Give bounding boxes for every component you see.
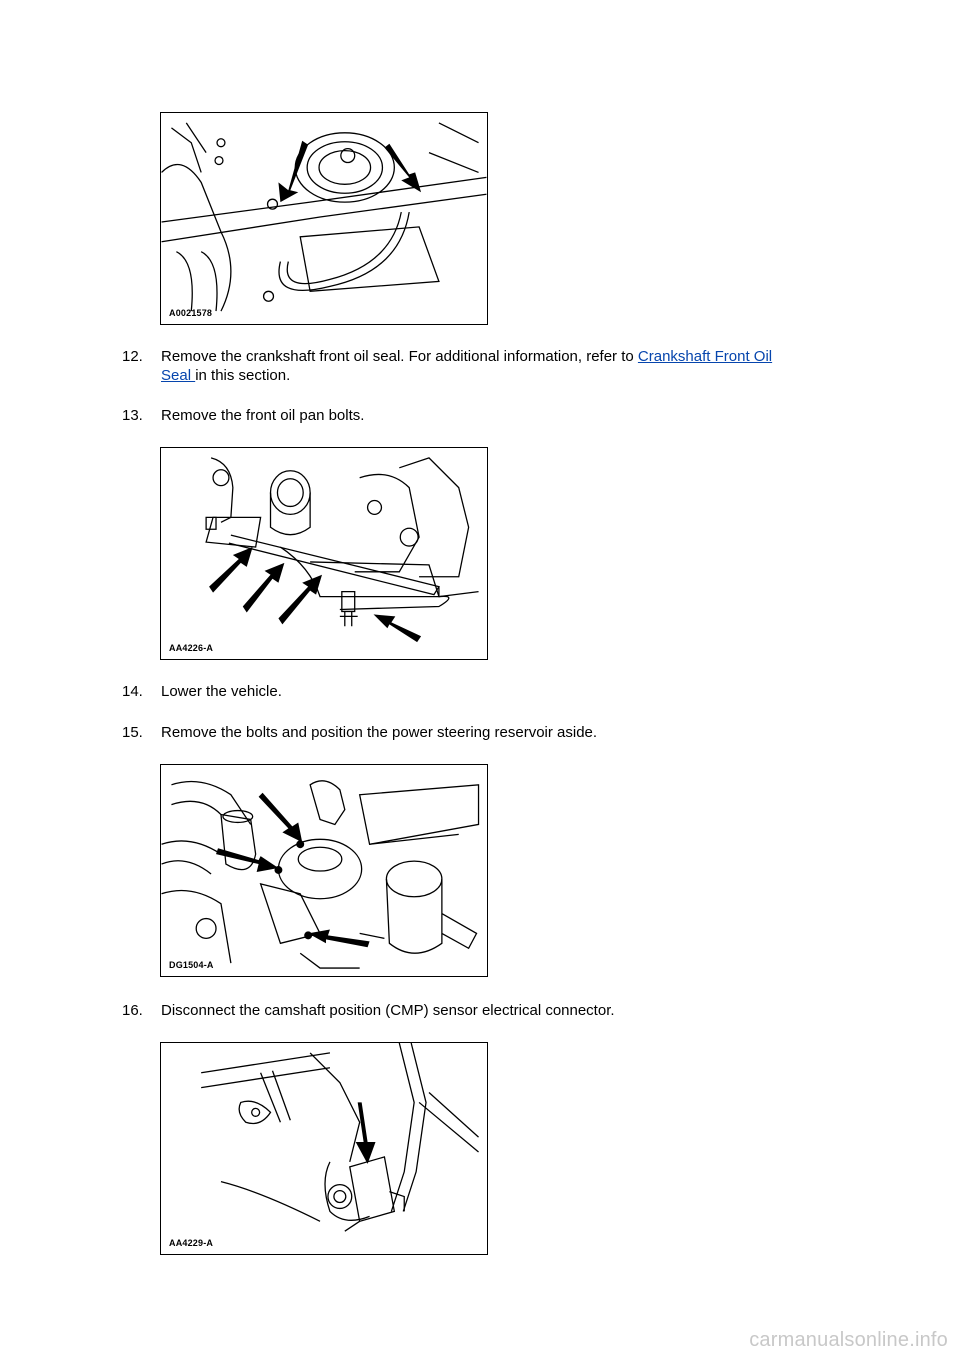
step-text: Lower the vehicle. [161, 683, 282, 700]
figure-crankshaft-pulley [160, 112, 488, 325]
step-text: Disconnect the camshaft position (CMP) sensor electrical connector. [161, 1002, 615, 1019]
watermark-footer: carmanualsonline.info [749, 1329, 948, 1351]
figure-label: A0021578 [169, 308, 213, 318]
figure-oil-pan-bolts [160, 447, 488, 660]
step-number: 13. [122, 407, 143, 424]
step-number: 15. [122, 724, 143, 741]
step-text: Remove the crankshaft front oil seal. For additional information, refer to Crankshaft Front Oil Seal in this section. [161, 348, 773, 384]
figure-label: AA4226-A [169, 643, 214, 653]
step-text: Remove the bolts and position the power steering reservoir aside. [161, 724, 598, 741]
oil-pan-bolts-illustration [161, 448, 487, 659]
figure-label: DG1504-A [169, 960, 214, 970]
engine-crankshaft-pulley-illustration [161, 113, 487, 324]
step-number: 12. [122, 348, 143, 365]
power-steering-reservoir-illustration [161, 765, 487, 976]
crankshaft-front-oil-seal-link-cont[interactable]: Seal [161, 367, 196, 384]
step-number: 16. [122, 1002, 143, 1019]
figure-power-steering-reservoir [160, 764, 488, 977]
figure-cmp-sensor-connector [160, 1042, 488, 1255]
crankshaft-front-oil-seal-link[interactable]: Crankshaft Front Oil [637, 348, 773, 365]
cmp-sensor-connector-illustration [161, 1043, 487, 1254]
step-number: 14. [122, 683, 143, 700]
step-text: Remove the front oil pan bolts. [161, 407, 365, 424]
figure-label: AA4229-A [169, 1238, 214, 1248]
